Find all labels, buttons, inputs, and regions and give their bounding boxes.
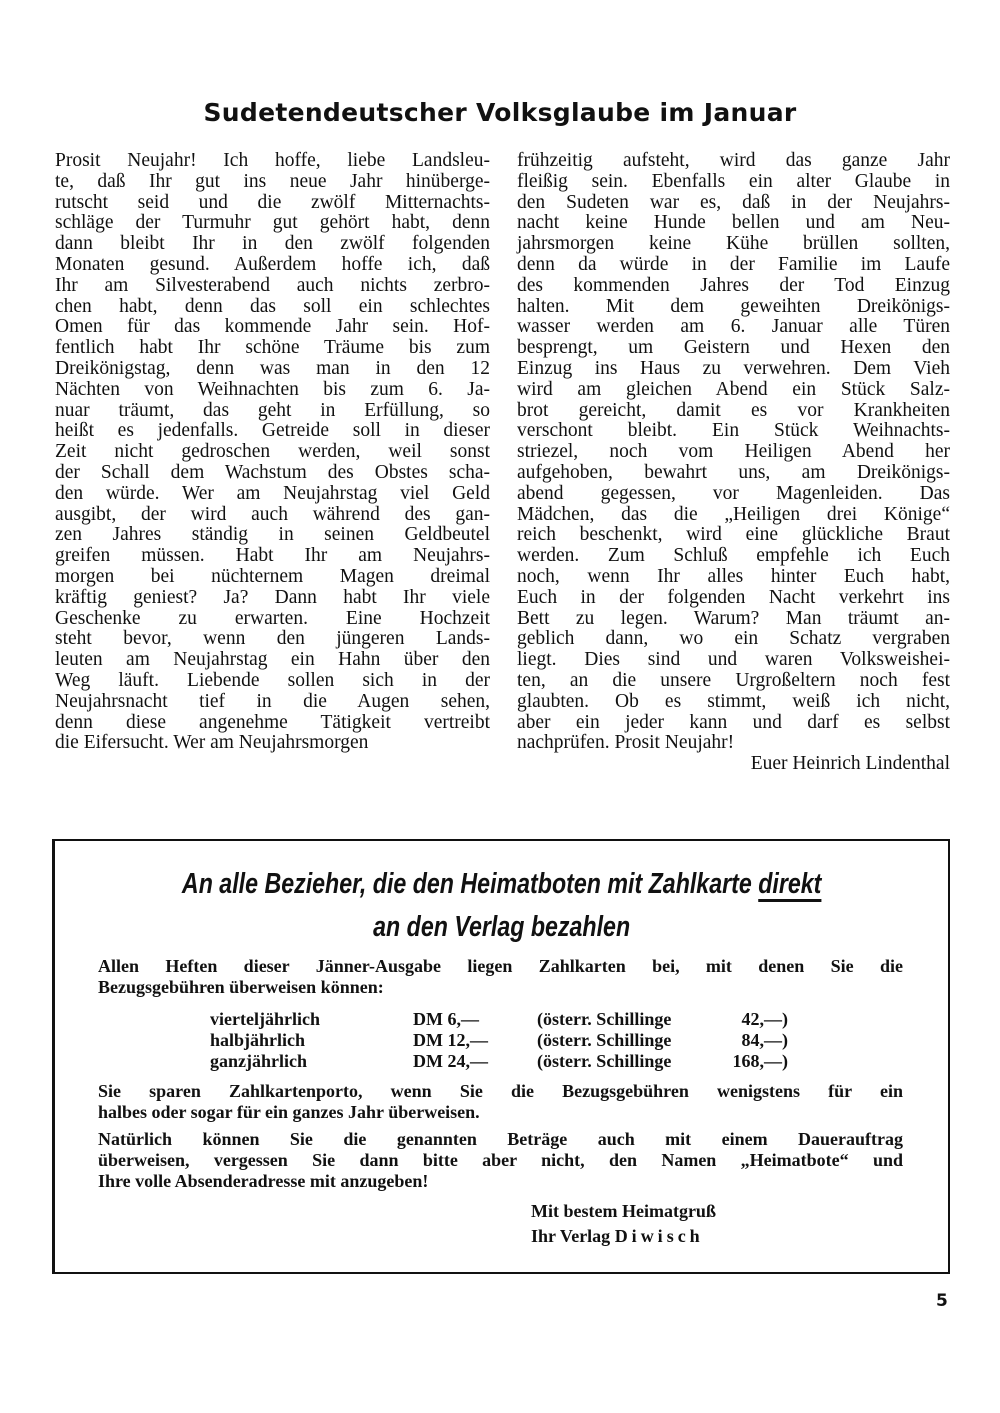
text-line: werden. Zum Schluß empfehle ich Euch [517, 545, 950, 567]
text-line: Neujahrsnacht tief in die Augen sehen, [55, 690, 490, 712]
text-line: Omen für das kommende Jahr sein. Hof- [55, 316, 490, 338]
text-line: nachprüfen. Prosit Neujahr! [517, 732, 735, 754]
author-signature: Euer Heinrich Lindenthal [750, 753, 950, 775]
text-line: der Schall dem Wachstum des Obstes scha- [55, 461, 490, 483]
rate-row [210, 1051, 810, 1072]
notice-heading-emphasis: direkt [758, 868, 822, 900]
notice-paragraph-2 [98, 1129, 903, 1192]
text-line: schläge der Turmuhr gut gehört habt, denn [55, 212, 490, 234]
text-line: reich beschenkt, wird eine glückliche Braut [517, 524, 950, 546]
text-line: nacht keine Hunde bellen und am Neu- [517, 212, 950, 234]
text-line: Allen Heften dieser Jänner-Ausgabe liegen Zahlkarten bei, mit denen Sie die [98, 956, 903, 976]
subscriber-notice-box [52, 839, 950, 1274]
page-number: 5 [936, 1291, 948, 1311]
text-line: geblich dann, wo ein Schatz vergraben [517, 628, 950, 650]
rate-period: halbjährlich [210, 1030, 306, 1050]
notice-heading-text2: an den Verlag bezahlen [373, 911, 630, 943]
text-line: morgen bei nüchternem Magen dreimal [55, 565, 490, 587]
rate-ats: 42,—) [741, 1009, 788, 1029]
rates-table [210, 1009, 810, 1072]
text-line: Nächten von Weihnachten bis zum 6. Ja- [55, 378, 490, 400]
text-line: ten, an die unsere Urgroßeltern noch fest [517, 669, 950, 691]
notice-heading-line2 [55, 911, 948, 944]
text-line: abend gegessen, vor Magenleiden. Das [517, 482, 950, 504]
text-line: Geschenke zu erwarten. Eine Hochzeit [55, 607, 490, 629]
article-right-column [517, 151, 950, 775]
closing-greeting: Mit bestem Heimatgruß [531, 1201, 716, 1221]
text-line: zen Jahres ständig in seinen Geldbeutel [55, 524, 490, 546]
text-line: fentlich habt Ihr schöne Träume bis zum [55, 337, 490, 359]
article-title: Sudetendeutscher Volksglaube im Januar [203, 98, 797, 127]
rate-ats-label: (österr. Schillinge [537, 1051, 672, 1071]
text-line: frühzeitig aufsteht, wird das ganze Jahr [517, 150, 950, 171]
text-line: dann bleibt Ihr in den zwölf folgenden [55, 233, 490, 255]
text-line: Bett zu legen. Warum? Man träumt an- [517, 607, 950, 629]
text-line: denn da würde in der Familie im Laufe [517, 253, 950, 275]
text-line: Euch in der folgenden Nacht verkehrt ins [517, 586, 950, 608]
text-line: Mädchen, das die „Heiligen drei Könige“ [517, 503, 950, 525]
text-line: fleißig sein. Ebenfalls ein alter Glaube in [517, 170, 950, 192]
text-line: jahrsmorgen keine Kühe brüllen sollten, [517, 233, 950, 255]
rate-period: ganzjährlich [210, 1051, 307, 1071]
text-line: Ihre volle Absenderadresse mit anzugeben! [98, 1171, 429, 1191]
text-line: Ihr am Silvesterabend auch nichts zerbro- [55, 274, 490, 296]
text-line: aber ein jeder kann und darf es selbst [517, 711, 950, 733]
article-left-column [55, 151, 490, 754]
rate-dm: DM 6,— [413, 1009, 479, 1029]
text-line: glaubten. Ob es stimmt, weiß ich nicht, [517, 690, 950, 712]
rate-dm: DM 12,— [413, 1030, 488, 1050]
rate-ats: 168,—) [732, 1051, 788, 1071]
rate-ats-label: (österr. Schillinge [537, 1030, 672, 1050]
text-line: greifen müssen. Habt Ihr am Neujahrs- [55, 545, 490, 567]
text-line: nuar träumt, das geht in Erfüllung, so [55, 399, 490, 421]
rate-row [210, 1030, 810, 1051]
notice-closing [531, 1201, 716, 1247]
text-line: den Sudeten war es, daß in der Neujahrs- [517, 191, 950, 213]
text-line: striezel, noch vom Heiligen Abend her [517, 441, 950, 463]
text-line: denn diese angenehme Tätigkeit vertreibt [55, 711, 490, 733]
text-line: halten. Mit dem geweihten Dreikönigs- [517, 295, 950, 317]
text-line: rutscht seid und die zwölf Mitternachts- [55, 191, 490, 213]
text-line: verschont bleibt. Ein Stück Weihnachts- [517, 420, 950, 442]
text-line: besprengt, um Geistern und Hexen den [517, 337, 950, 359]
rate-ats: 84,—) [741, 1030, 788, 1050]
notice-paragraph-1 [98, 1081, 903, 1123]
text-line: die Eifersucht. Wer am Neujahrsmorgen [55, 732, 369, 754]
text-line: Einzug ins Haus zu verwehren. Dem Vieh [517, 357, 950, 379]
text-line: den würde. Wer am Neujahrstag viel Geld [55, 482, 490, 504]
text-line: wasser werden am 6. Januar alle Türen [517, 316, 950, 338]
publisher-prefix: Ihr Verlag [531, 1226, 611, 1246]
rate-dm: DM 24,— [413, 1051, 488, 1071]
text-line: Weg läuft. Liebende sollen sich in der [55, 669, 490, 691]
text-line: halbes oder sogar für ein ganzes Jahr überweisen. [98, 1102, 480, 1122]
notice-intro [98, 956, 903, 998]
text-line: Prosit Neujahr! Ich hoffe, liebe Landsleu- [55, 150, 490, 171]
rate-row [210, 1009, 810, 1030]
text-line: steht bevor, wenn den jüngeren Lands- [55, 628, 490, 650]
rate-period: vierteljährlich [210, 1009, 320, 1029]
text-line: chen habt, denn das soll ein schlechtes [55, 295, 490, 317]
text-line: te, daß Ihr gut ins neue Jahr hinüberge- [55, 170, 490, 192]
text-line: Zeit nicht gedroschen werden, weil sonst [55, 441, 490, 463]
text-line: heißt es jedenfalls. Getreide soll in dieser [55, 420, 490, 442]
text-line: Monaten gesund. Außerdem hoffe ich, daß [55, 253, 490, 275]
text-line: Natürlich können Sie die genannten Beträge auch mit einem Dauerauftrag [98, 1129, 903, 1149]
text-line: aufgehoben, bewahrt uns, am Dreikönigs- [517, 461, 950, 483]
text-line: noch, wenn Ihr alles hinter Euch habt, [517, 565, 950, 587]
text-line: liegt. Dies sind und waren Volksweishei- [517, 649, 950, 671]
text-line: ausgibt, der wird auch während des gan- [55, 503, 490, 525]
text-line: Dreikönigstag, denn was man in den 12 [55, 357, 490, 379]
text-line: Bezugsgebühren überweisen können: [98, 977, 384, 997]
notice-heading-line1 [55, 868, 948, 901]
text-line: leuten am Neujahrstag ein Hahn über den [55, 649, 490, 671]
publisher-name: Diwisch [614, 1226, 704, 1246]
text-line: wird am gleichen Abend ein Stück Salz- [517, 378, 950, 400]
text-line: kräftig geniest? Ja? Dann habt Ihr viele [55, 586, 490, 608]
text-line: überweisen, vergessen Sie dann bitte aber nicht, den Namen „Heimatbote“ und [98, 1150, 903, 1170]
text-line: des kommenden Jahres der Tod Einzug [517, 274, 950, 296]
text-line: Sie sparen Zahlkartenporto, wenn Sie die Bezugsgebühren wenigstens für ein [98, 1081, 903, 1101]
rate-ats-label: (österr. Schillinge [537, 1009, 672, 1029]
notice-heading-text: An alle Bezieher, die den Heimatboten mit Zahlkarte [181, 868, 752, 900]
text-line: brot gereicht, damit es vor Krankheiten [517, 399, 950, 421]
